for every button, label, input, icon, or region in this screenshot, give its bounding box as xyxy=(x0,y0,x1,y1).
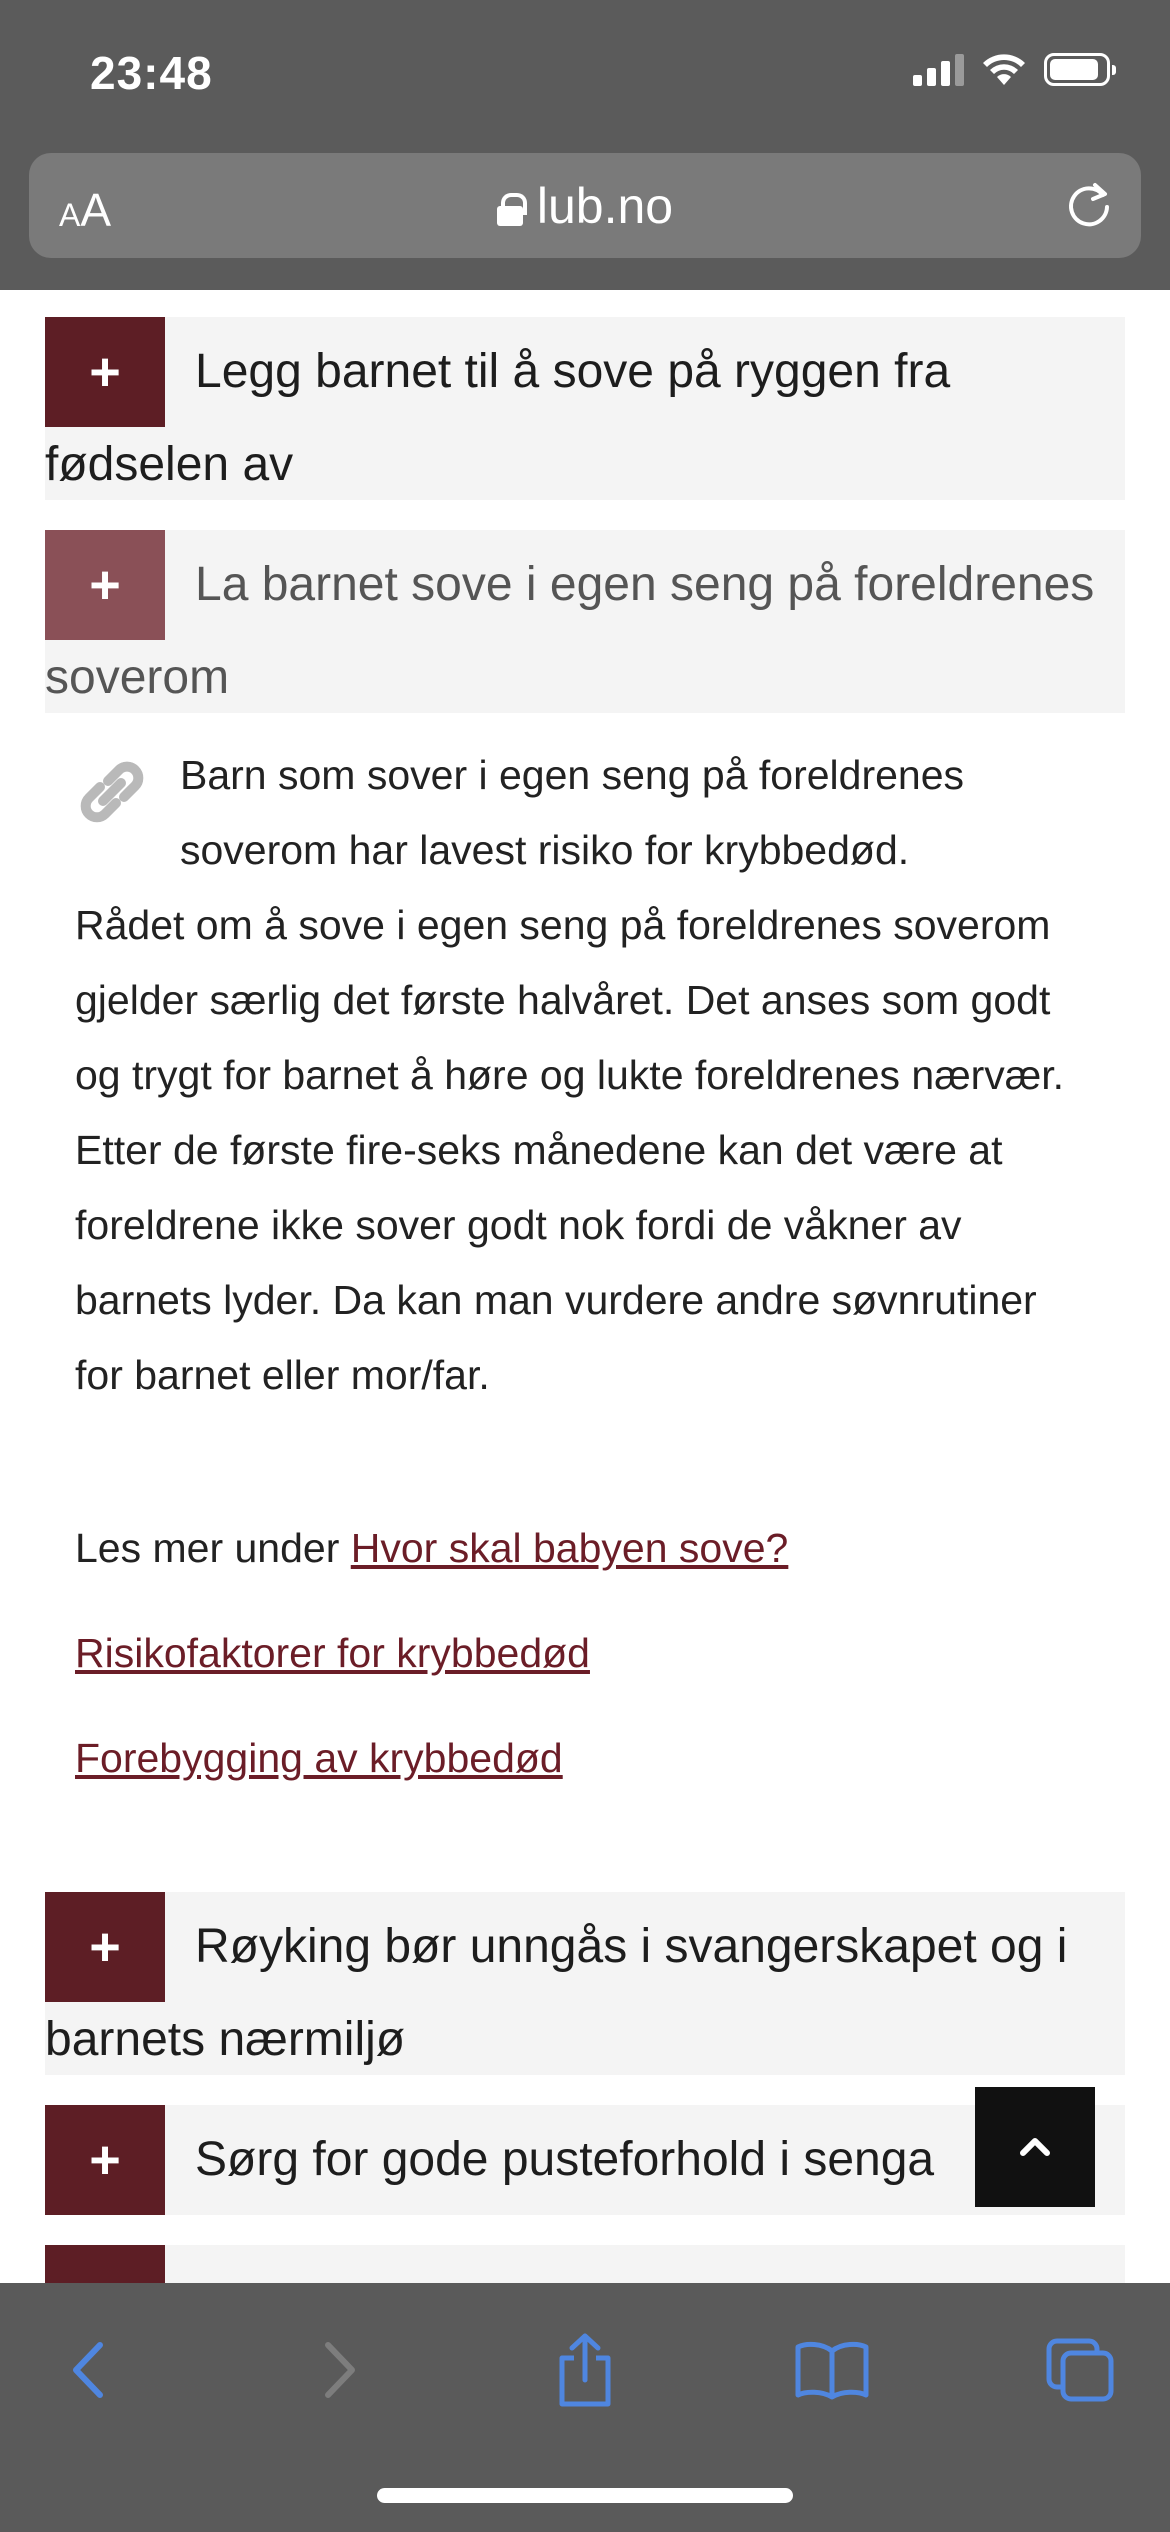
expand-button[interactable] xyxy=(45,2245,165,2283)
accordion-item-partial[interactable] xyxy=(45,2245,1125,2283)
back-button[interactable] xyxy=(43,2325,133,2415)
scroll-to-top-button[interactable] xyxy=(975,2087,1095,2207)
reload-icon[interactable] xyxy=(1063,179,1115,231)
accordion-title[interactable]: Røyking bør unngås i svangerskapet og i barnets nærmiljø xyxy=(45,1920,1068,2066)
lock-icon xyxy=(497,193,523,225)
accordion-item[interactable] xyxy=(45,2105,1125,2215)
read-more-line: Les mer under Hvor skal babyen sove? xyxy=(75,1525,789,1571)
forward-button[interactable] xyxy=(295,2325,385,2415)
address-bar[interactable] xyxy=(29,153,1141,258)
book-icon xyxy=(794,2339,870,2401)
url-text: lub.no xyxy=(536,178,674,234)
cellular-signal-icon xyxy=(913,52,964,86)
link-icon[interactable] xyxy=(75,755,149,829)
page-content xyxy=(0,290,1170,2283)
accordion-item-expanded[interactable] xyxy=(45,530,1125,713)
battery-icon xyxy=(1044,53,1110,86)
chevron-right-icon xyxy=(320,2339,360,2401)
prevention-line xyxy=(75,1735,1125,1782)
share-button[interactable] xyxy=(540,2325,630,2415)
share-icon xyxy=(554,2332,616,2408)
accordion-title[interactable]: Legg barnet til å sove på ryggen fra fødselen av xyxy=(45,345,951,491)
expand-button[interactable]: + xyxy=(45,1892,165,2002)
accordion-item[interactable] xyxy=(45,317,1125,500)
text-size-button[interactable]: AA xyxy=(59,184,112,236)
bookmarks-button[interactable] xyxy=(787,2325,877,2415)
expand-button[interactable]: + xyxy=(45,530,165,640)
link-hvor-skal-babyen-sove[interactable]: Hvor skal babyen sove? xyxy=(350,1525,789,1571)
status-icons xyxy=(913,52,1110,86)
risk-factors-line xyxy=(75,1630,1125,1677)
status-time: 23:48 xyxy=(90,47,213,99)
browser-top-chrome xyxy=(0,0,1170,290)
accordion-title[interactable]: La barnet sove i egen seng på foreldrenes soverom xyxy=(45,558,1095,704)
body-paragraph: Rådet om å sove i egen seng på foreldrenes soverom gjelder særlig det første halvåret. Det anses som godt og trygt for barnet å høre og lukte foreldrenes nærvær. Etter de første fire-seks månedene kan det være at foreldrene ikke sover godt nok fordi de våkner av barnets lyder. Da kan man vurdere andre søvnrutiner for barnet eller mor/far. xyxy=(75,902,1065,1398)
link-forebygging[interactable]: Forebygging av krybbedød xyxy=(75,1735,563,1781)
accordion-item[interactable] xyxy=(45,1892,1125,2075)
chevron-left-icon xyxy=(68,2339,108,2401)
chevron-up-icon xyxy=(1017,2135,1053,2159)
home-indicator xyxy=(377,2488,793,2503)
wifi-icon xyxy=(982,52,1026,86)
tabs-icon xyxy=(1045,2337,1115,2403)
expand-button[interactable]: + xyxy=(45,317,165,427)
url-display[interactable] xyxy=(29,177,1141,235)
lead-text: Barn som sover i egen seng på foreldrenes soverom har lavest risiko for krybbedød. xyxy=(180,752,965,873)
tabs-button[interactable] xyxy=(1035,2325,1125,2415)
link-risikofaktorer[interactable]: Risikofaktorer for krybbedød xyxy=(75,1630,590,1676)
expand-button[interactable]: + xyxy=(45,2105,165,2215)
accordion-title[interactable]: Sørg for gode pusteforhold i senga xyxy=(195,2133,935,2186)
